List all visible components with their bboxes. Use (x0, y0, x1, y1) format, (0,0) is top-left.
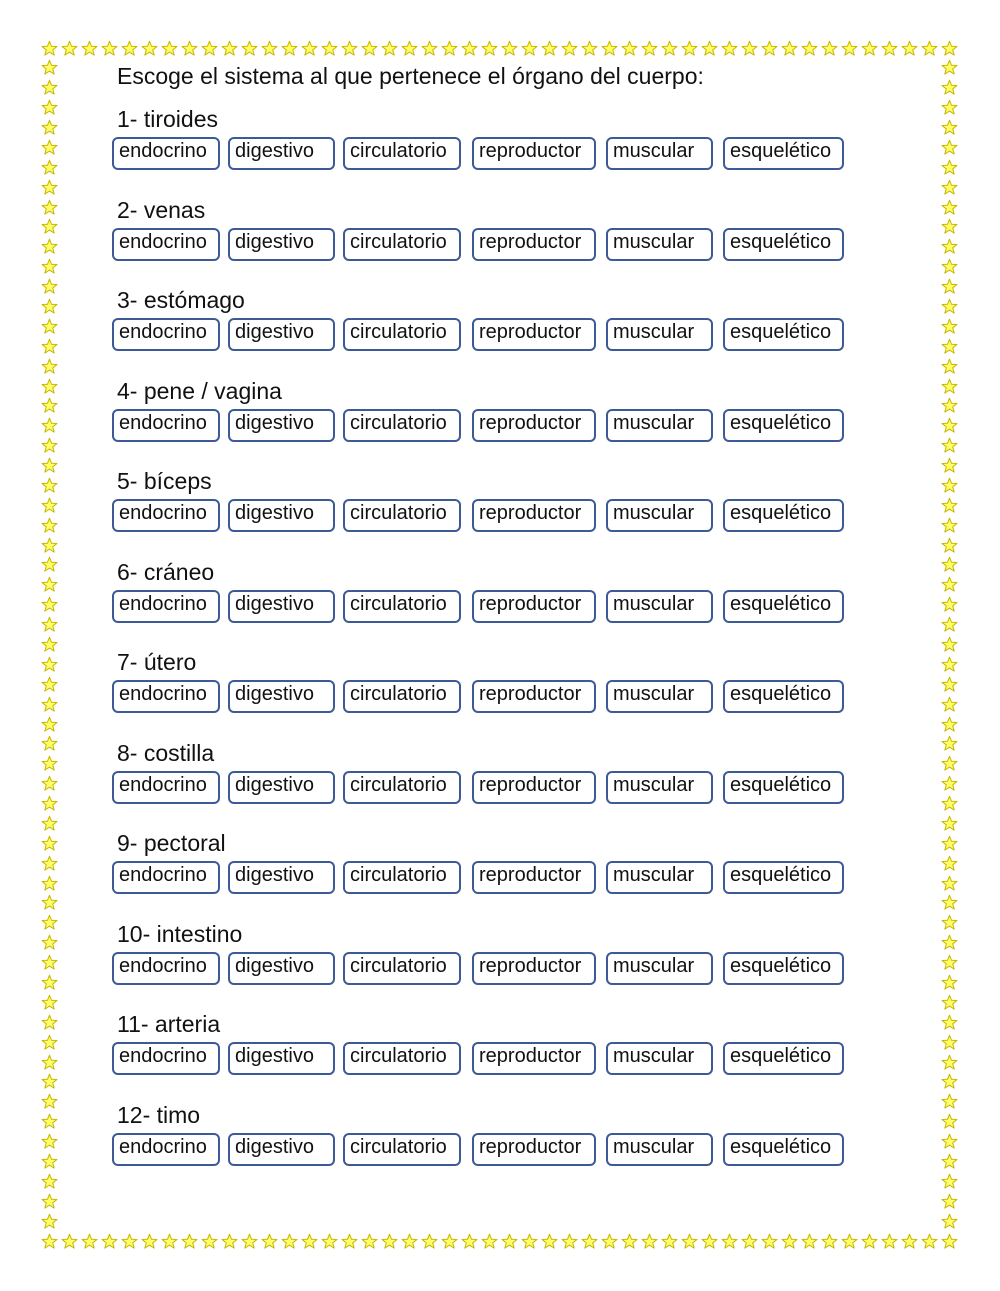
option-circulatorio-button[interactable]: circulatorio (343, 952, 461, 985)
option-circulatorio-button[interactable]: circulatorio (343, 499, 461, 532)
option-reproductor-button[interactable]: reproductor (472, 680, 596, 713)
option-esquelético-button[interactable]: esquelético (723, 228, 844, 261)
option-circulatorio-button[interactable]: circulatorio (343, 409, 461, 442)
option-circulatorio-button[interactable]: circulatorio (343, 318, 461, 351)
option-endocrino-button[interactable]: endocrino (112, 590, 220, 623)
option-esquelético-button[interactable]: esquelético (723, 499, 844, 532)
option-muscular-button[interactable]: muscular (606, 137, 713, 170)
option-endocrino-button[interactable]: endocrino (112, 409, 220, 442)
option-endocrino-button[interactable]: endocrino (112, 1133, 220, 1166)
question-label: 12- timo (117, 1102, 201, 1128)
question-label: 7- útero (117, 649, 197, 675)
option-circulatorio-button[interactable]: circulatorio (343, 1133, 461, 1166)
option-circulatorio-button[interactable]: circulatorio (343, 861, 461, 894)
question-item (0, 1102, 1000, 1208)
option-reproductor-button[interactable]: reproductor (472, 952, 596, 985)
option-endocrino-button[interactable]: endocrino (112, 1042, 220, 1075)
option-reproductor-button[interactable]: reproductor (472, 861, 596, 894)
option-esquelético-button[interactable]: esquelético (723, 680, 844, 713)
option-muscular-button[interactable]: muscular (606, 680, 713, 713)
option-circulatorio-button[interactable]: circulatorio (343, 1042, 461, 1075)
option-endocrino-button[interactable]: endocrino (112, 228, 220, 261)
option-digestivo-button[interactable]: digestivo (228, 318, 335, 351)
option-muscular-button[interactable]: muscular (606, 952, 713, 985)
option-digestivo-button[interactable]: digestivo (228, 771, 335, 804)
option-muscular-button[interactable]: muscular (606, 409, 713, 442)
option-muscular-button[interactable]: muscular (606, 1042, 713, 1075)
option-muscular-button[interactable]: muscular (606, 499, 713, 532)
option-endocrino-button[interactable]: endocrino (112, 137, 220, 170)
option-digestivo-button[interactable]: digestivo (228, 137, 335, 170)
option-reproductor-button[interactable]: reproductor (472, 590, 596, 623)
question-label: 6- cráneo (117, 559, 215, 585)
option-esquelético-button[interactable]: esquelético (723, 861, 844, 894)
option-esquelético-button[interactable]: esquelético (723, 318, 844, 351)
option-muscular-button[interactable]: muscular (606, 861, 713, 894)
option-esquelético-button[interactable]: esquelético (723, 590, 844, 623)
option-esquelético-button[interactable]: esquelético (723, 771, 844, 804)
option-circulatorio-button[interactable]: circulatorio (343, 590, 461, 623)
option-reproductor-button[interactable]: reproductor (472, 318, 596, 351)
option-reproductor-button[interactable]: reproductor (472, 499, 596, 532)
option-endocrino-button[interactable]: endocrino (112, 771, 220, 804)
option-circulatorio-button[interactable]: circulatorio (343, 771, 461, 804)
option-digestivo-button[interactable]: digestivo (228, 1042, 335, 1075)
option-reproductor-button[interactable]: reproductor (472, 1042, 596, 1075)
option-endocrino-button[interactable]: endocrino (112, 861, 220, 894)
option-esquelético-button[interactable]: esquelético (723, 1042, 844, 1075)
option-digestivo-button[interactable]: digestivo (228, 680, 335, 713)
question-label: 4- pene / vagina (117, 378, 282, 404)
option-reproductor-button[interactable]: reproductor (472, 137, 596, 170)
question-label: 3- estómago (117, 287, 245, 313)
option-digestivo-button[interactable]: digestivo (228, 1133, 335, 1166)
option-reproductor-button[interactable]: reproductor (472, 228, 596, 261)
option-circulatorio-button[interactable]: circulatorio (343, 228, 461, 261)
option-digestivo-button[interactable]: digestivo (228, 499, 335, 532)
option-endocrino-button[interactable]: endocrino (112, 499, 220, 532)
question-label: 11- arteria (117, 1011, 221, 1037)
option-reproductor-button[interactable]: reproductor (472, 409, 596, 442)
option-muscular-button[interactable]: muscular (606, 318, 713, 351)
option-muscular-button[interactable]: muscular (606, 1133, 713, 1166)
question-label: 10- intestino (117, 921, 243, 947)
question-label: 5- bíceps (117, 468, 212, 494)
question-label: 1- tiroides (117, 106, 218, 132)
option-esquelético-button[interactable]: esquelético (723, 137, 844, 170)
option-esquelético-button[interactable]: esquelético (723, 952, 844, 985)
option-digestivo-button[interactable]: digestivo (228, 228, 335, 261)
option-endocrino-button[interactable]: endocrino (112, 680, 220, 713)
option-digestivo-button[interactable]: digestivo (228, 952, 335, 985)
question-label: 8- costilla (117, 740, 215, 766)
option-endocrino-button[interactable]: endocrino (112, 318, 220, 351)
option-esquelético-button[interactable]: esquelético (723, 1133, 844, 1166)
question-label: 2- venas (117, 197, 206, 223)
option-digestivo-button[interactable]: digestivo (228, 409, 335, 442)
question-label: 9- pectoral (117, 830, 226, 856)
option-reproductor-button[interactable]: reproductor (472, 1133, 596, 1166)
option-digestivo-button[interactable]: digestivo (228, 590, 335, 623)
option-circulatorio-button[interactable]: circulatorio (343, 137, 461, 170)
option-reproductor-button[interactable]: reproductor (472, 771, 596, 804)
option-muscular-button[interactable]: muscular (606, 228, 713, 261)
option-esquelético-button[interactable]: esquelético (723, 409, 844, 442)
option-muscular-button[interactable]: muscular (606, 590, 713, 623)
option-endocrino-button[interactable]: endocrino (112, 952, 220, 985)
option-digestivo-button[interactable]: digestivo (228, 861, 335, 894)
instruction-text: Escoge el sistema al que pertenece el órgano del cuerpo: (117, 63, 704, 89)
option-muscular-button[interactable]: muscular (606, 771, 713, 804)
option-circulatorio-button[interactable]: circulatorio (343, 680, 461, 713)
